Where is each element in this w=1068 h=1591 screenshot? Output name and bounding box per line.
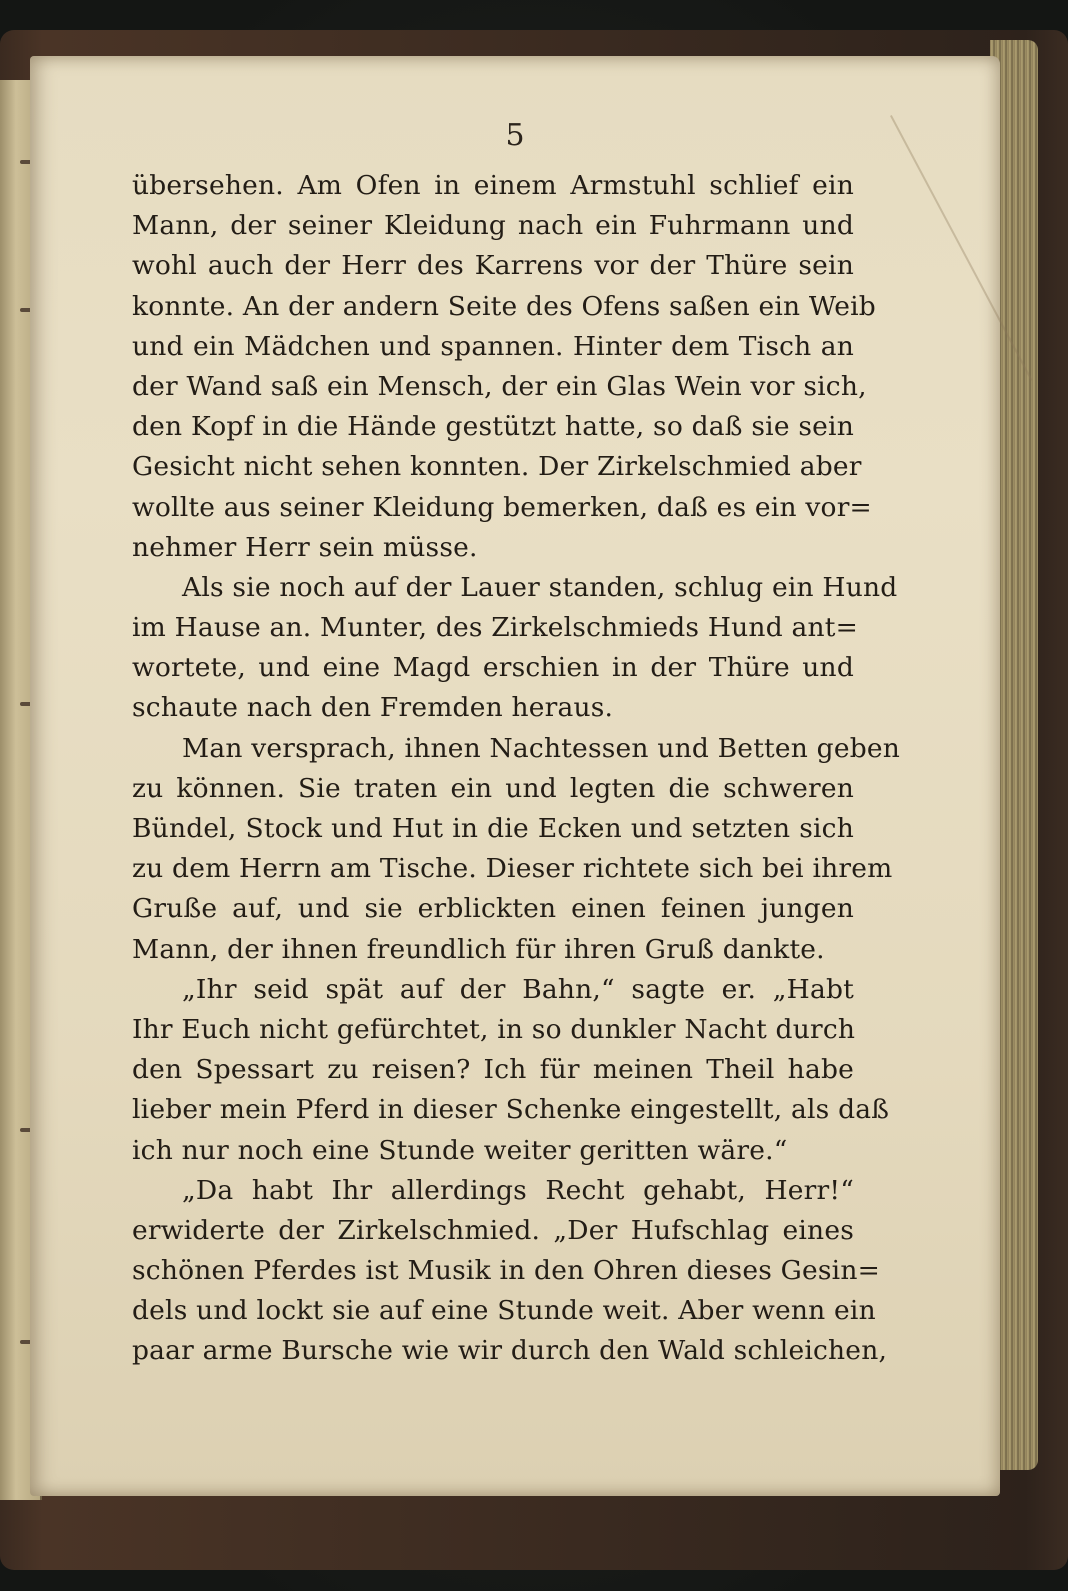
text-line: lieber mein Pferd in dieser Schenke eingestellt, als daß	[132, 1094, 890, 1126]
text-line: im Hause an. Munter, des Zirkelschmieds Hund ant=	[132, 612, 858, 644]
text-line: wortete, und eine Magd erschien in der Thüre und	[132, 652, 854, 684]
text-line: Mann, der seiner Kleidung nach ein Fuhrmann und	[132, 210, 854, 242]
text-line: paar arme Bursche wie wir durch den Wald schleichen,	[132, 1335, 888, 1367]
text-line: den Spessart zu reisen? Ich für meinen Theil habe	[132, 1054, 854, 1086]
text-line: Bündel, Stock und Hut in die Ecken und setzten sich	[132, 813, 854, 844]
text-line: erwiderte der Zirkelschmied. „Der Hufschlag eines	[132, 1214, 854, 1246]
text-line: Gesicht nicht sehen konnten. Der Zirkelschmied aber	[132, 451, 862, 483]
text-line: Man versprach, ihnen Nachtessen und Betten geben	[182, 732, 901, 764]
text-line: ich nur noch eine Stunde weiter geritten wäre.“	[132, 1134, 788, 1166]
text-line: konnte. An der andern Seite des Ofens saßen ein Weib	[132, 290, 876, 322]
page-number: 5	[505, 118, 525, 153]
text-line: übersehen. Am Ofen in einem Armstuhl schlief ein	[132, 170, 854, 201]
text-line: der Wand saß ein Mensch, der ein Glas Wein vor sich,	[132, 370, 867, 402]
text-line: „Da habt Ihr allerdings Recht gehabt, Herr!“	[182, 1174, 854, 1206]
text-line: zu dem Herrn am Tische. Dieser richtete sich bei ihrem	[132, 853, 893, 885]
text-line: „Ihr seid spät auf der Bahn,“ sagte er. „Habt	[182, 973, 854, 1005]
text-line: wollte aus seiner Kleidung bemerken, daß es ein vor=	[132, 491, 872, 523]
text-line: Mann, der ihnen freundlich für ihren Gruß dankte.	[132, 933, 825, 965]
text-line: Ihr Euch nicht gefürchtet, in so dunkler Nacht durch	[132, 1013, 856, 1045]
text-line: wohl auch der Herr des Karrens vor der Thüre sein	[132, 250, 854, 282]
body-text	[132, 166, 901, 1372]
text-line: zu können. Sie traten ein und legten die schweren	[132, 772, 854, 804]
text-line: den Kopf in die Hände gestützt hatte, so daß sie sein	[132, 411, 854, 443]
text-line: nehmer Herr sein müsse.	[132, 531, 478, 563]
text-line: schaute nach den Fremden heraus.	[132, 692, 614, 724]
text-line: schönen Pferdes ist Musik in den Ohren dieses Gesin=	[132, 1255, 881, 1287]
text-line: und ein Mädchen und spannen. Hinter dem Tisch an	[132, 330, 854, 362]
text-line: dels und lockt sie auf eine Stunde weit. Aber wenn ein	[132, 1295, 876, 1327]
text-line: Als sie noch auf der Lauer standen, schlug ein Hund	[182, 571, 898, 603]
book-page	[30, 56, 1000, 1496]
text-line: Gruße auf, und sie erblickten einen feinen jungen	[132, 893, 854, 925]
